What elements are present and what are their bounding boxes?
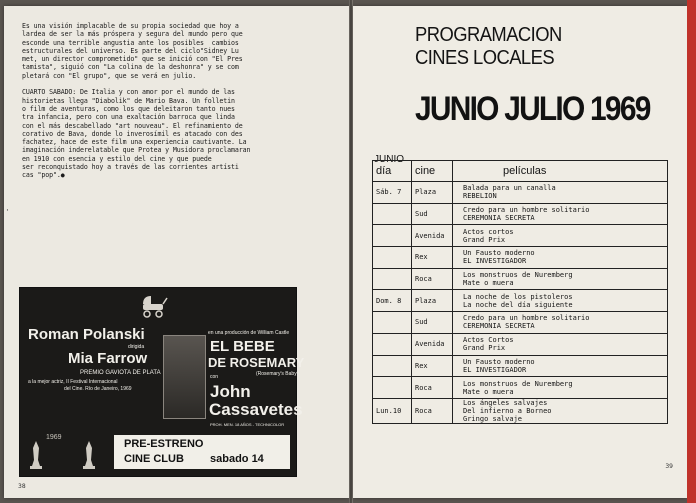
trophy-icon	[29, 440, 43, 470]
header-dia: día	[373, 161, 412, 182]
cell-cine: Roca	[412, 398, 453, 423]
cell-peliculas	[453, 225, 668, 247]
cell-dia	[373, 268, 412, 290]
film-title-line-2: DE ROSEMARY	[208, 355, 305, 370]
book-edge	[687, 0, 696, 503]
table-row	[373, 333, 668, 355]
actor1-role: dirigida	[128, 344, 145, 350]
cell-dia: Dom. 8	[373, 290, 412, 312]
cell-cine: Plaza	[412, 182, 453, 204]
cell-peliculas	[453, 333, 668, 355]
film-title: Mate o muera	[463, 387, 514, 396]
cell-cine: Roca	[412, 268, 453, 290]
award-line-1: PREMIO GAVIOTA DE PLATA	[80, 370, 161, 376]
article-text: Es una visión implacable de su propia sociedad que hoy a lardea de ser la más próspera y segura del mundo pero que esconde una terrible angustia ante los posibles cambios estructurales del universo. Es parte del ciclo"Sidney Lu met, un director comprometido" que se inició con "El Pres tamista", siguió con "La colina de la deshonra" y se com pletará con "El grupo", que se verá en julio. CUARTO SABADO: De Italia y con amor por el mundo de las historietas llega "Diabolik" de Mario Bava. Un folletin o film de aventuras, como los que deleitaron tanto nues tra infancia, pero con una exaltación barroca que linda con el más descabellado "art nouveau". El refinamiento de corativo de Bava, donde lo inverosímil es atacado con des fachatez, hace de este film una experiencia cautivante. La imaginación inderelatable que Protea y Musidora proclamaran en 1910 con esencia y estilo del cine y que puede ser reconquistado hoy a través de las corrientes artísti cas "pop".●	[22, 22, 251, 180]
cell-peliculas	[453, 182, 668, 204]
cell-cine: Sud	[412, 312, 453, 334]
cell-cine: Plaza	[412, 290, 453, 312]
film-title: CEREMONIA SECRETA	[463, 214, 535, 223]
award-line-3: del Cine. Río de Janeiro, 1969	[64, 386, 132, 392]
cell-cine: Avenida	[412, 225, 453, 247]
cell-dia: Lun.10	[373, 398, 412, 423]
table-row	[373, 355, 668, 377]
film-title: CEREMONIA SECRETA	[463, 322, 535, 331]
table-row	[373, 203, 668, 225]
cell-cine: Sud	[412, 203, 453, 225]
pram-icon	[140, 294, 168, 318]
poster-footnote: PROH. MEN. 18 AÑOS - TECHNICOLOR	[210, 422, 285, 427]
cell-peliculas	[453, 268, 668, 290]
trophy-year: 1969	[46, 434, 62, 441]
cell-cine: Roca	[412, 377, 453, 399]
cell-peliculas	[453, 355, 668, 377]
preestreno-label: PRE-ESTRENO	[124, 438, 204, 450]
table-header-row	[373, 161, 668, 182]
film-title: Un Fausto moderno	[463, 357, 535, 366]
date-heading: JUNIO JULIO 1969	[415, 90, 650, 128]
page-number: 38	[18, 483, 26, 490]
cell-dia	[373, 377, 412, 399]
trophy-icon	[82, 440, 96, 470]
cell-dia	[373, 247, 412, 269]
poster-photo	[163, 335, 206, 419]
film-title: Actos cortos	[463, 227, 514, 236]
with-label: con	[210, 374, 219, 380]
film-title: Grand Prix	[463, 235, 506, 244]
award-line-2: a la mejor actriz, II Festival Internacional	[28, 379, 118, 385]
film-title: Los monstruos de Nuremberg	[463, 379, 573, 388]
header-peliculas: películas	[453, 161, 668, 182]
actor3-last-name: Cassavetes	[209, 400, 303, 419]
film-title: Los ángeles salvajes	[463, 398, 548, 407]
film-title: La noche del día siguiente	[463, 300, 573, 309]
fecha-label: sabado 14	[210, 453, 264, 465]
table-row	[373, 290, 668, 312]
film-title: Balada para un canalla	[463, 184, 556, 193]
title-line-1: PROGRAMACION	[415, 24, 562, 46]
table-row	[373, 247, 668, 269]
preestreno-banner	[114, 435, 290, 469]
table-month-label: JUNIO	[374, 154, 404, 165]
table-row	[373, 268, 668, 290]
cell-dia	[373, 355, 412, 377]
cell-dia	[373, 203, 412, 225]
film-title: EL INVESTIGADOR	[463, 257, 527, 266]
film-title: EL INVESTIGADOR	[463, 365, 527, 374]
cell-dia	[373, 333, 412, 355]
table-row	[373, 377, 668, 399]
film-title: Grand Prix	[463, 344, 506, 353]
film-title: Los monstruos de Nuremberg	[463, 271, 573, 280]
actor2-name: Mia Farrow	[68, 350, 148, 367]
film-title: Actos Cortos	[463, 336, 514, 345]
cine-club-label: CINE CLUB	[124, 453, 184, 465]
title-line-2: CINES LOCALES	[415, 47, 555, 69]
cell-dia: Sáb. 7	[373, 182, 412, 204]
film-title: Credo para un hombre solitario	[463, 206, 590, 215]
table-row	[373, 225, 668, 247]
cell-peliculas	[453, 290, 668, 312]
actor3-first-name: John	[210, 382, 251, 401]
cell-cine: Rex	[412, 247, 453, 269]
film-title: La noche de los pistoleros	[463, 292, 573, 301]
schedule-table	[372, 160, 668, 424]
page-number: 39	[665, 463, 673, 470]
film-title: Mate o muera	[463, 279, 514, 288]
film-title-original: (Rosemary's Baby)	[256, 371, 299, 377]
cell-peliculas	[453, 377, 668, 399]
cell-cine: Avenida	[412, 333, 453, 355]
cell-dia	[373, 225, 412, 247]
film-title: Gringo salvaje	[463, 414, 523, 423]
actor1-name: Roman Polanski	[28, 326, 145, 343]
cell-dia	[373, 312, 412, 334]
cell-peliculas	[453, 398, 668, 423]
cell-cine: Rex	[412, 355, 453, 377]
right-page	[353, 6, 687, 498]
film-title: Credo para un hombre solitario	[463, 314, 590, 323]
table-row	[373, 398, 668, 423]
margin-mark: ·	[6, 206, 9, 216]
film-title: Del infierno a Borneo	[463, 406, 552, 415]
left-page	[4, 6, 349, 498]
cell-peliculas	[453, 247, 668, 269]
table-row	[373, 312, 668, 334]
movie-poster	[19, 287, 305, 477]
film-title: REBELION	[463, 192, 497, 201]
table-row	[373, 182, 668, 204]
cell-peliculas	[453, 203, 668, 225]
cell-peliculas	[453, 312, 668, 334]
film-title: Un Fausto moderno	[463, 249, 535, 258]
film-title-line-1: EL BEBE	[210, 338, 275, 355]
header-cine: cine	[412, 161, 453, 182]
page-title	[415, 24, 562, 70]
production-credit: en una producción de William Castle	[208, 330, 290, 336]
